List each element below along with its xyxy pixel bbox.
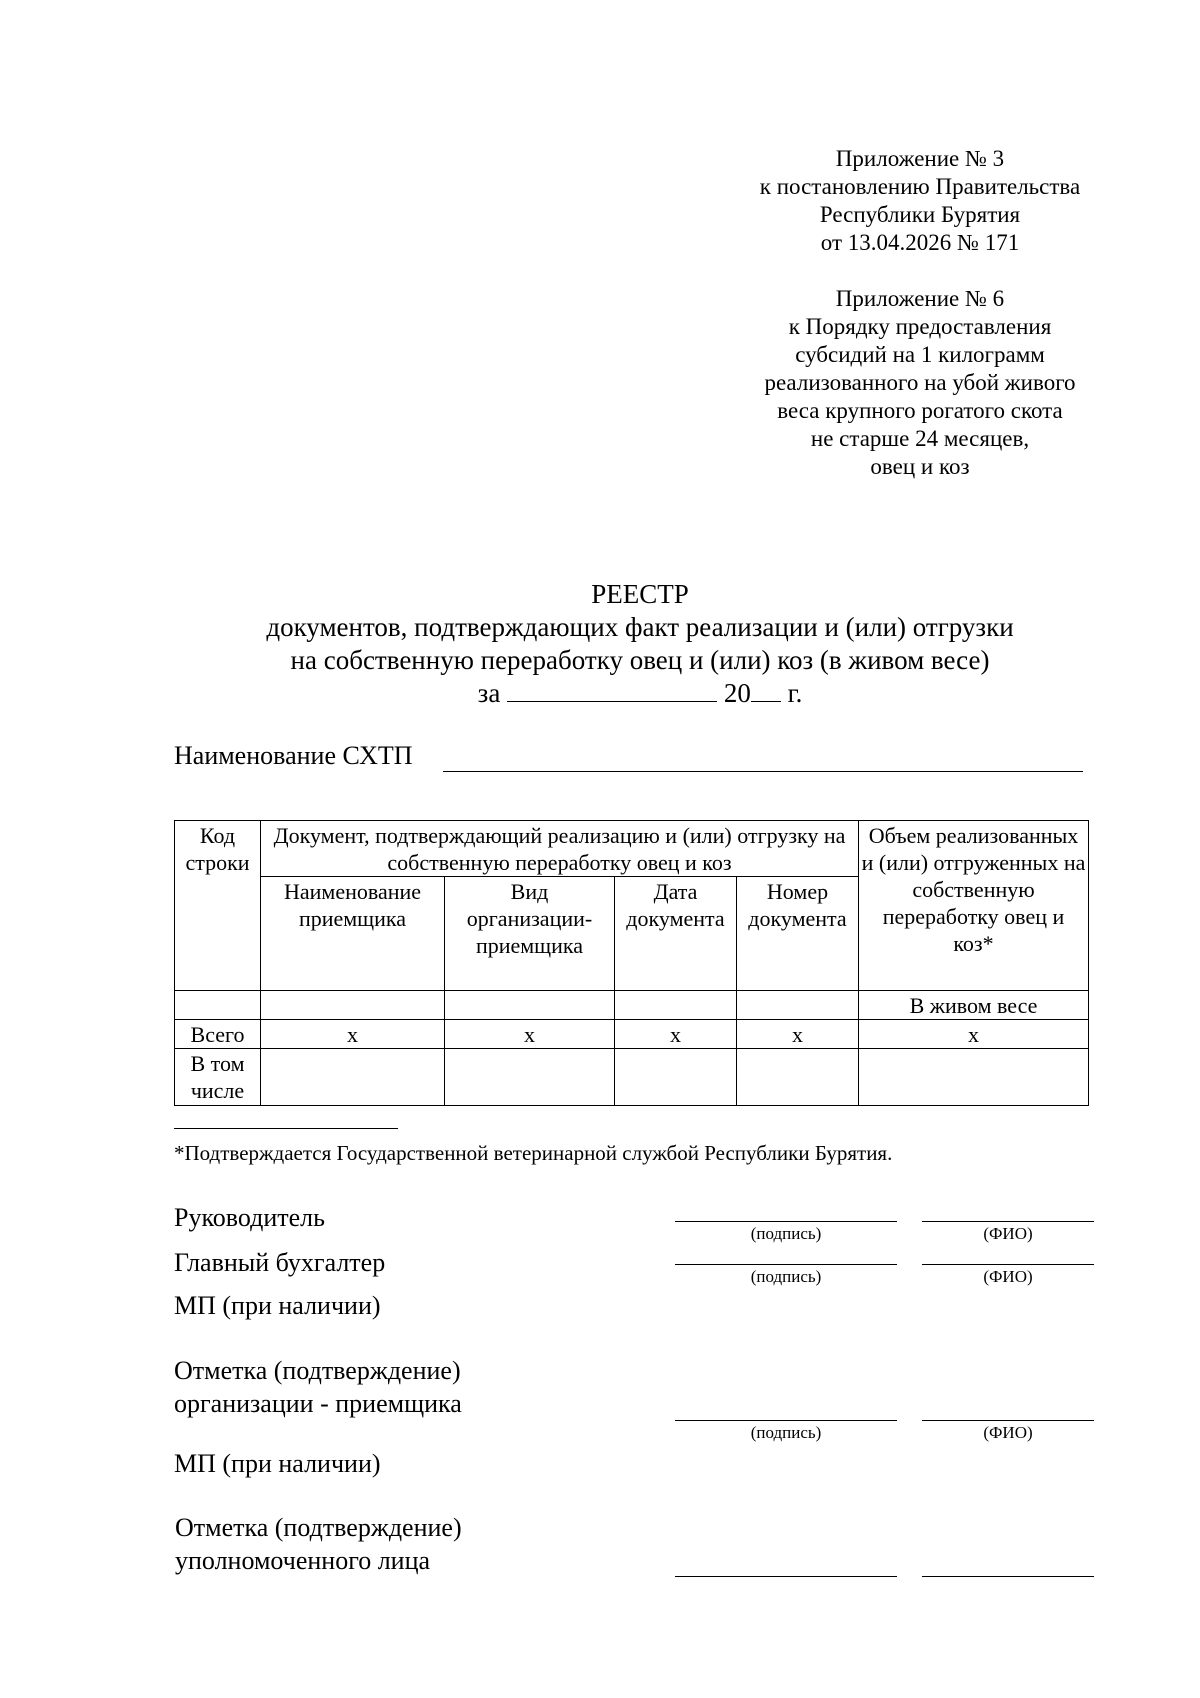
empty-cell	[737, 991, 859, 1020]
accountant-signature-line	[675, 1264, 897, 1265]
table-cell: x	[737, 1020, 859, 1049]
header-code: Код строки	[175, 821, 261, 991]
appendix-line: к Порядку предоставления	[788, 314, 1052, 339]
header-volume-live-weight: В живом весе	[859, 991, 1089, 1020]
appendix-line: не старше 24 месяцев,	[810, 426, 1030, 451]
registry-table	[174, 820, 1089, 1106]
authorized-mark-label-1: Отметка (подтверждение)	[175, 1513, 462, 1542]
appendix-line: Приложение № 3	[835, 146, 1005, 171]
table-cell	[859, 1049, 1089, 1106]
appendix-3-note	[720, 145, 1120, 257]
year-prefix: 20	[723, 678, 751, 708]
table-cell	[261, 1049, 445, 1106]
table-cell: x	[445, 1020, 615, 1049]
header-recipient-name: Наименование приемщика	[261, 877, 445, 991]
header-doc-number: Номер документа	[737, 877, 859, 991]
authorized-mark-label-2: уполномоченного лица	[175, 1546, 431, 1575]
table-subheader-row	[175, 991, 1089, 1020]
appendix-line: Республики Бурятия	[819, 202, 1021, 227]
header-volume: Объем реализованных и (или) отгруженных на собственную переработку овец и коз*	[859, 821, 1089, 991]
table-cell	[737, 1049, 859, 1106]
empty-cell	[261, 991, 445, 1020]
recipient-mark-label-1: Отметка (подтверждение)	[174, 1356, 461, 1385]
accountant-signature-caption: (подпись)	[750, 1267, 822, 1286]
accountant-label: Главный бухгалтер	[174, 1248, 386, 1277]
empty-cell	[175, 991, 261, 1020]
appendix-line: к постановлению Правительства	[759, 174, 1081, 199]
year-suffix: г.	[787, 678, 803, 708]
recipient-name-line	[922, 1420, 1094, 1421]
head-signature-caption: (подпись)	[750, 1224, 822, 1243]
accountant-name-caption: (ФИО)	[983, 1267, 1033, 1286]
table-cell: x	[261, 1020, 445, 1049]
title-heading: РЕЕСТР	[591, 579, 689, 609]
row-total-label: Всего	[175, 1020, 261, 1049]
row-including-label: В том числе	[175, 1049, 261, 1106]
recipient-mark-label-2: организации - приемщика	[174, 1389, 462, 1418]
table-cell	[445, 1049, 615, 1106]
title-line-2: на собственную переработку овец и (или) коз (в живом весе)	[290, 645, 990, 675]
recipient-name-caption: (ФИО)	[983, 1423, 1033, 1442]
recipient-signature-line	[675, 1420, 897, 1421]
footnote-separator	[174, 1128, 398, 1129]
appendix-line: субсидий на 1 килограмм	[795, 342, 1045, 367]
appendix-line: от 13.04.2026 № 171	[820, 230, 1020, 255]
document-title	[160, 578, 1120, 710]
title-period	[160, 677, 1120, 710]
header-recipient-type: Вид организации-приемщика	[445, 877, 615, 991]
appendix-line: Приложение № 6	[835, 286, 1005, 311]
appendix-line: веса крупного рогатого скота	[777, 398, 1063, 423]
table-row	[175, 1049, 1089, 1106]
empty-cell	[615, 991, 737, 1020]
head-name-line	[922, 1221, 1094, 1222]
appendix-line: реализованного на убой живого	[764, 370, 1076, 395]
authorized-name-line	[922, 1576, 1094, 1577]
head-label: Руководитель	[174, 1203, 325, 1232]
stamp-label: МП (при наличии)	[174, 1449, 381, 1478]
table-header-row	[175, 821, 1089, 877]
header-document-group: Документ, подтверждающий реализацию и (или) отгрузку на собственную переработку овец и коз	[261, 821, 859, 877]
accountant-name-line	[922, 1264, 1094, 1265]
appendix-line: овец и коз	[870, 454, 970, 479]
org-name-label: Наименование СХТП	[174, 741, 413, 770]
period-blank	[507, 679, 717, 702]
empty-cell	[445, 991, 615, 1020]
table-cell: x	[615, 1020, 737, 1049]
footnote: *Подтверждается Государственной ветеринарной службой Республики Бурятия.	[174, 1141, 893, 1165]
table-row	[175, 1020, 1089, 1049]
head-signature-line	[675, 1221, 897, 1222]
stamp-label: МП (при наличии)	[174, 1291, 381, 1320]
table-cell: x	[859, 1020, 1089, 1049]
header-doc-date: Дата документа	[615, 877, 737, 991]
period-prefix: за	[477, 678, 501, 708]
head-name-caption: (ФИО)	[983, 1224, 1033, 1243]
recipient-signature-caption: (подпись)	[750, 1423, 822, 1442]
title-line-1: документов, подтверждающих факт реализации и (или) отгрузки	[266, 612, 1014, 642]
table-cell	[615, 1049, 737, 1106]
authorized-signature-line	[675, 1576, 897, 1577]
org-name-blank	[443, 771, 1083, 772]
year-blank	[751, 679, 781, 702]
appendix-6-note	[720, 285, 1120, 481]
